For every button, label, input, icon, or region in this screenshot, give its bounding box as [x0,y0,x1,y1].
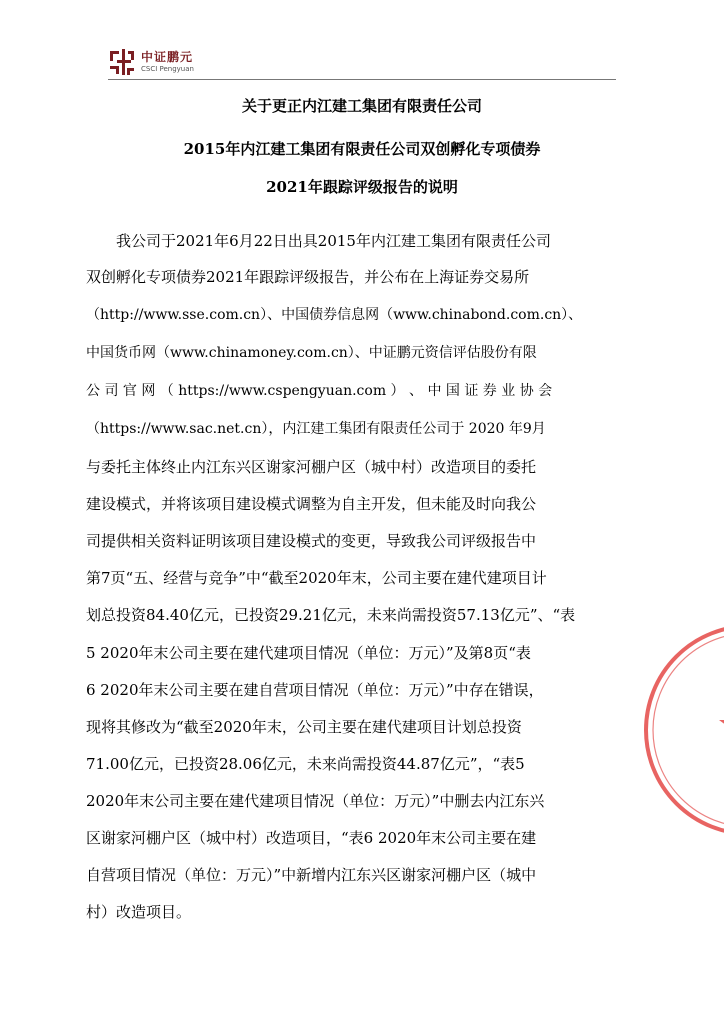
body-line: 建设模式，并将该项目建设模式调整为自主开发，但未能及时向我公 [86,495,537,513]
page-header [108,46,618,80]
body-line: 2020年末公司主要在建代建项目情况（单位：万元）”中删去内江东兴 [86,792,545,810]
title-line-1: 关于更正内江建工集团有限责任公司 [241,97,482,115]
body-line: 公 司 官 网 （ https://www.cspengyuan.com ） 、 中 国 证 券 业 协 会 [86,383,553,399]
header-divider [108,79,616,80]
body-line: 第7页“五、经营与竞争”中“截至2020年末，公司主要在建代建项目计 [86,569,547,587]
body-line: 6 2020年末公司主要在建自营项目情况（单位：万元）”中存在错误， [86,681,544,699]
body-line: 司提供相关资料证明该项目建设模式的变更，导致我公司评级报告中 [86,532,537,550]
title-line-2: 2015年内江建工集团有限责任公司双创孵化专项债券 [183,140,541,158]
body-line: 现将其修改为“截至2020年末，公司主要在建代建项目计划总投资 [86,718,522,736]
cscipy-logo-icon [108,48,136,76]
logo-english-name: CSCI Pengyuan [141,65,194,73]
title-line-3: 2021年跟踪评级报告的说明 [266,178,458,196]
body-line: 71.00亿元，已投资28.06亿元，未来尚需投资44.87亿元”，“表5 [86,755,525,773]
body-line: 与委托主体终止内江东兴区谢家河棚户区（城中村）改造项目的委托 [86,458,537,476]
body-line: （http://www.sse.com.cn）、中国债券信息网（www.chinabond.com.cn）、 [86,307,583,323]
body-line: 中国货币网（www.chinamoney.com.cn）、中证鹏元资信评估股份有限 [86,345,537,361]
body-line: （https://www.sac.net.cn），内江建工集团有限责任公司于 2020 年9月 [86,421,546,437]
body-line: 区谢家河棚户区（城中村）改造项目，“表6 2020年末公司主要在建 [86,829,537,847]
body-line: 划总投资84.40亿元，已投资29.21亿元，未来尚需投资57.13亿元”、“表 [86,606,576,624]
body-line: 5 2020年末公司主要在建代建项目情况（单位：万元）”及第8页“表 [86,644,531,662]
logo-chinese-name: 中证鹏元 [141,50,194,64]
body-line: 我公司于2021年6月22日出具2015年内江建工集团有限责任公司 [116,232,551,250]
body-line: 自营项目情况（单位：万元）”中新增内江东兴区谢家河棚户区（城中 [86,866,537,884]
company-seal-stamp [640,620,724,840]
body-line: 双创孵化专项债券2021年跟踪评级报告，并公布在上海证券交易所 [86,268,530,286]
body-line: 村）改造项目。 [86,903,192,921]
